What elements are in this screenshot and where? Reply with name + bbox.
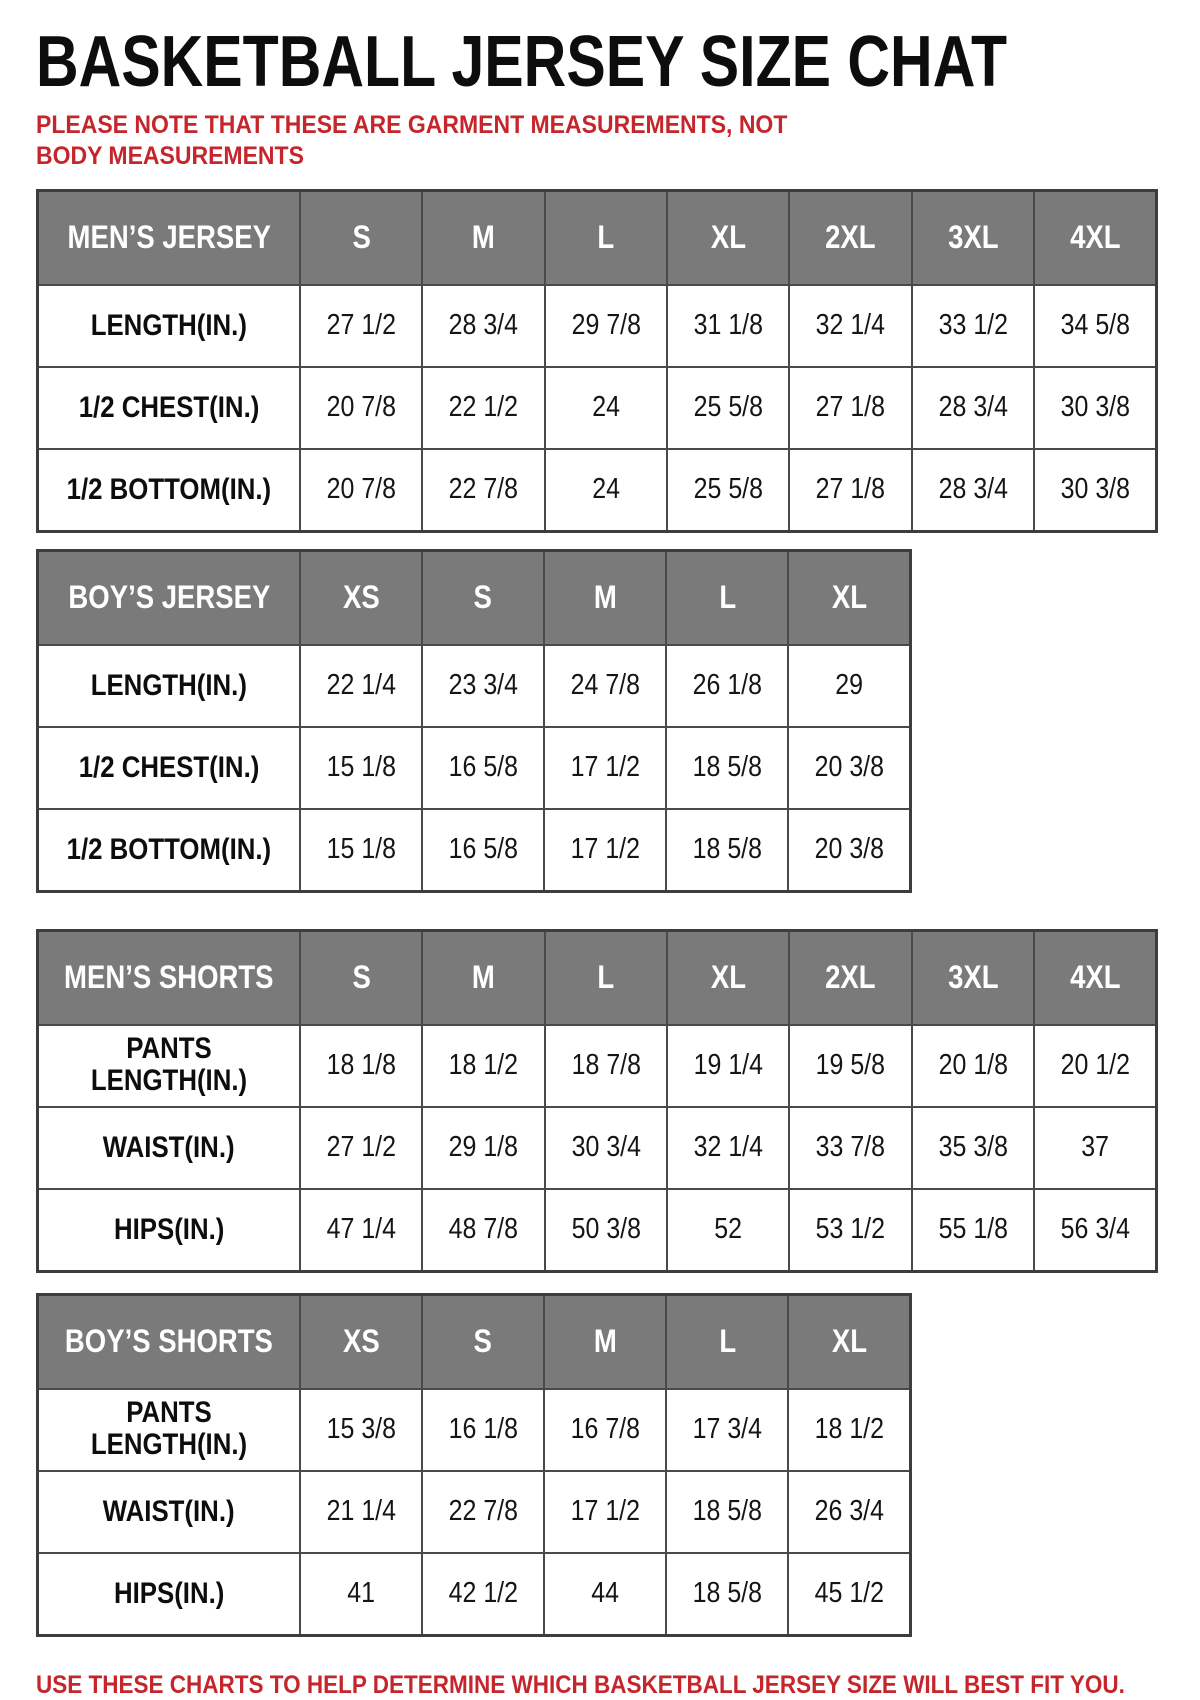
- size-table-boy-s-shorts: [36, 1293, 912, 1637]
- size-value: 32 1/4: [693, 1131, 763, 1163]
- table-row: [38, 1389, 911, 1471]
- size-value-cell: [789, 1107, 911, 1189]
- size-value: 53 1/2: [815, 1213, 886, 1245]
- size-column-header: [300, 190, 422, 285]
- size-value-cell: [1034, 449, 1156, 532]
- size-column-header: [1034, 190, 1156, 285]
- size-value: 15 1/8: [326, 751, 396, 783]
- size-value: 27 1/2: [326, 1131, 396, 1163]
- size-value: 34 5/8: [1060, 309, 1130, 341]
- size-column-header: [788, 1294, 910, 1389]
- row-label: HIPS(IN.): [113, 1212, 225, 1246]
- size-value: 25 5/8: [693, 473, 763, 505]
- size-value: 29: [835, 669, 864, 701]
- size-value: 42 1/2: [448, 1577, 518, 1609]
- size-value-cell: [422, 1389, 544, 1471]
- size-value-cell: [422, 809, 544, 892]
- measurement-note: PLEASE NOTE THAT THESE ARE GARMENT MEASUREMENTS, NOT BODY MEASUREMENTS: [36, 111, 788, 171]
- size-column-label: L: [597, 219, 615, 255]
- table-row: [38, 1025, 1157, 1107]
- size-value-cell: [667, 1025, 789, 1107]
- size-value-cell: [544, 1389, 666, 1471]
- header-row: [38, 1294, 911, 1389]
- size-column-header: [666, 1294, 788, 1389]
- row-label: 1/2 BOTTOM(IN.): [66, 472, 272, 506]
- size-column-header: [667, 930, 789, 1025]
- size-value-cell: [666, 1553, 788, 1636]
- size-value: 17 1/2: [570, 833, 640, 865]
- size-column-label: M: [593, 1323, 617, 1359]
- size-value: 24: [591, 473, 620, 505]
- size-value-cell: [788, 1389, 910, 1471]
- size-value: 30 3/4: [571, 1131, 641, 1163]
- size-value-cell: [788, 727, 910, 809]
- size-value-cell: [300, 645, 422, 727]
- size-column-header: [544, 550, 666, 645]
- table-row: [38, 1189, 1157, 1272]
- size-value-cell: [912, 1189, 1034, 1272]
- size-value-cell: [545, 1107, 667, 1189]
- size-value: 37: [1081, 1131, 1109, 1163]
- size-column-header: [300, 550, 422, 645]
- row-label-cell: [38, 1107, 301, 1189]
- row-label-cell: [38, 1553, 301, 1636]
- size-value: 30 3/8: [1060, 473, 1130, 505]
- size-value-cell: [789, 285, 911, 367]
- size-value-cell: [544, 727, 666, 809]
- size-value-cell: [544, 1553, 666, 1636]
- size-value-cell: [300, 285, 422, 367]
- table-title-cell: [38, 930, 301, 1025]
- size-value-cell: [544, 809, 666, 892]
- size-value-cell: [666, 809, 788, 892]
- size-column-header: [912, 930, 1034, 1025]
- size-value-cell: [912, 367, 1034, 449]
- size-column-header: [544, 1294, 666, 1389]
- size-value-cell: [912, 285, 1034, 367]
- size-column-header: [666, 550, 788, 645]
- size-column-label: S: [351, 219, 371, 255]
- size-value: 47 1/4: [326, 1213, 396, 1245]
- size-value-cell: [912, 1025, 1034, 1107]
- size-value-cell: [789, 1025, 911, 1107]
- size-value-cell: [300, 809, 422, 892]
- size-value: 18 5/8: [692, 833, 762, 865]
- size-value: 20 7/8: [326, 391, 396, 423]
- row-label: HIPS(IN.): [113, 1576, 225, 1610]
- size-value: 18 1/8: [326, 1049, 396, 1081]
- size-value-cell: [300, 727, 422, 809]
- size-value-cell: [300, 1553, 422, 1636]
- size-value-cell: [545, 367, 667, 449]
- size-value-cell: [667, 1107, 789, 1189]
- size-value: 24 7/8: [570, 669, 640, 701]
- size-value: 19 5/8: [815, 1049, 886, 1081]
- row-label: PANTS LENGTH(IN.): [90, 1032, 248, 1097]
- table-title: BOY’S SHORTS: [65, 1323, 273, 1359]
- size-value: 48 7/8: [448, 1213, 519, 1245]
- size-value-cell: [1034, 1189, 1156, 1272]
- size-column-label: XL: [710, 219, 746, 255]
- table-title-cell: [38, 550, 301, 645]
- fit-note: USE THESE CHARTS TO HELP DETERMINE WHICH BASKETBALL JERSEY SIZE WILL BEST FIT YOU.: [36, 1670, 1125, 1699]
- size-value: 27 1/8: [815, 473, 886, 505]
- size-column-header: [667, 190, 789, 285]
- header-row: [38, 550, 911, 645]
- size-table-boy-s-jersey: [36, 549, 912, 893]
- size-value: 27 1/8: [815, 391, 886, 423]
- size-column-header: [545, 190, 667, 285]
- size-value: 20 1/8: [938, 1049, 1008, 1081]
- size-column-label: S: [351, 959, 371, 995]
- size-column-label: XS: [342, 1323, 380, 1359]
- table-row: [38, 727, 911, 809]
- size-column-header: [545, 930, 667, 1025]
- row-label-cell: [38, 1189, 301, 1272]
- row-label: 1/2 CHEST(IN.): [78, 390, 260, 424]
- size-value: 28 3/4: [938, 391, 1008, 423]
- size-value-cell: [666, 1389, 788, 1471]
- size-value: 22 7/8: [448, 1495, 518, 1527]
- size-value-cell: [789, 1189, 911, 1272]
- size-value: 31 1/8: [693, 309, 763, 341]
- page-title: BASKETBALL JERSEY SIZE CHAT: [36, 22, 1008, 102]
- size-value: 17 1/2: [570, 1495, 640, 1527]
- size-value-cell: [300, 449, 422, 532]
- size-value-cell: [422, 285, 544, 367]
- size-value-cell: [912, 449, 1034, 532]
- size-value: 22 1/2: [448, 391, 519, 423]
- size-value-cell: [422, 645, 544, 727]
- size-value: 28 3/4: [938, 473, 1008, 505]
- size-value: 18 5/8: [692, 1577, 762, 1609]
- size-value: 56 3/4: [1060, 1213, 1130, 1245]
- row-label-cell: [38, 645, 301, 727]
- table-row: [38, 1553, 911, 1636]
- row-label-cell: [38, 727, 301, 809]
- size-column-label: M: [593, 579, 617, 615]
- size-value: 19 1/4: [693, 1049, 763, 1081]
- size-value-cell: [912, 1107, 1034, 1189]
- table-row: [38, 1471, 911, 1553]
- size-value: 16 5/8: [448, 833, 518, 865]
- size-column-label: 4XL: [1069, 959, 1121, 995]
- size-column-header: [789, 190, 911, 285]
- size-value-cell: [422, 727, 544, 809]
- table-title: MEN’S JERSEY: [67, 219, 271, 255]
- size-column-label: M: [472, 959, 495, 995]
- size-value-cell: [422, 1189, 544, 1272]
- size-value-cell: [667, 367, 789, 449]
- table-row: [38, 809, 911, 892]
- header-row: [38, 190, 1157, 285]
- size-value-cell: [544, 1471, 666, 1553]
- size-column-label: XL: [831, 579, 867, 615]
- size-column-label: 4XL: [1069, 219, 1121, 255]
- table-row: [38, 1107, 1157, 1189]
- size-column-header: [788, 550, 910, 645]
- table-title: MEN’S SHORTS: [64, 959, 274, 995]
- row-label: LENGTH(IN.): [90, 668, 248, 702]
- size-value-cell: [666, 645, 788, 727]
- size-value: 55 1/8: [938, 1213, 1008, 1245]
- row-label: 1/2 CHEST(IN.): [78, 750, 260, 784]
- size-value: 28 3/4: [448, 309, 519, 341]
- size-value: 35 3/8: [938, 1131, 1008, 1163]
- row-label-cell: [38, 367, 301, 449]
- size-column-label: L: [718, 1323, 736, 1359]
- size-value: 18 5/8: [692, 1495, 762, 1527]
- size-value: 32 1/4: [815, 309, 886, 341]
- size-value-cell: [300, 1389, 422, 1471]
- size-value: 16 5/8: [448, 751, 518, 783]
- size-value: 50 3/8: [571, 1213, 641, 1245]
- size-value-cell: [422, 367, 544, 449]
- size-value: 20 3/8: [814, 833, 884, 865]
- size-value: 25 5/8: [693, 391, 763, 423]
- size-value-cell: [666, 727, 788, 809]
- size-value-cell: [422, 449, 544, 532]
- size-value: 22 7/8: [448, 473, 519, 505]
- size-value: 23 3/4: [448, 669, 518, 701]
- size-value-cell: [1034, 285, 1156, 367]
- size-value-cell: [666, 1471, 788, 1553]
- row-label: WAIST(IN.): [103, 1494, 235, 1528]
- size-value: 29 1/8: [448, 1131, 519, 1163]
- row-label-cell: [38, 809, 301, 892]
- size-value: 18 7/8: [571, 1049, 641, 1081]
- size-value-cell: [788, 645, 910, 727]
- size-value-cell: [789, 449, 911, 532]
- size-value-cell: [300, 1025, 422, 1107]
- size-value: 17 1/2: [570, 751, 640, 783]
- size-column-label: L: [597, 959, 615, 995]
- size-value: 16 7/8: [570, 1413, 640, 1445]
- size-value: 20 7/8: [326, 473, 396, 505]
- table-title: BOY’S JERSEY: [68, 579, 270, 615]
- size-value-cell: [789, 367, 911, 449]
- size-value-cell: [1034, 1107, 1156, 1189]
- size-column-header: [422, 930, 544, 1025]
- row-label: WAIST(IN.): [103, 1130, 235, 1164]
- size-value-cell: [422, 1025, 544, 1107]
- size-value: 26 1/8: [692, 669, 762, 701]
- size-value: 15 3/8: [326, 1413, 396, 1445]
- size-value-cell: [300, 1189, 422, 1272]
- row-label-cell: [38, 449, 301, 532]
- size-column-header: [789, 930, 911, 1025]
- row-label-cell: [38, 1471, 301, 1553]
- size-column-label: XL: [710, 959, 746, 995]
- size-value: 21 1/4: [326, 1495, 396, 1527]
- size-value-cell: [788, 1471, 910, 1553]
- size-value: 44: [591, 1577, 620, 1609]
- size-column-label: 3XL: [947, 959, 999, 995]
- size-value: 33 7/8: [815, 1131, 886, 1163]
- size-value-cell: [545, 1025, 667, 1107]
- size-column-label: 2XL: [825, 959, 876, 995]
- size-value: 52: [714, 1213, 743, 1245]
- size-column-label: 3XL: [947, 219, 999, 255]
- size-value-cell: [544, 645, 666, 727]
- size-value: 26 3/4: [814, 1495, 884, 1527]
- size-value-cell: [422, 1471, 544, 1553]
- size-value-cell: [667, 285, 789, 367]
- size-column-header: [422, 550, 544, 645]
- size-column-label: L: [718, 579, 736, 615]
- size-value: 15 1/8: [326, 833, 396, 865]
- size-value-cell: [788, 809, 910, 892]
- size-value: 22 1/4: [326, 669, 396, 701]
- size-value-cell: [422, 1553, 544, 1636]
- size-value: 29 7/8: [571, 309, 641, 341]
- row-label: LENGTH(IN.): [90, 308, 248, 342]
- size-column-label: XS: [342, 579, 380, 615]
- size-column-header: [422, 190, 544, 285]
- size-value: 16 1/8: [448, 1413, 518, 1445]
- size-value: 41: [347, 1577, 375, 1609]
- table-row: [38, 367, 1157, 449]
- size-column-header: [422, 1294, 544, 1389]
- row-label: PANTS LENGTH(IN.): [90, 1396, 248, 1461]
- size-value-cell: [300, 367, 422, 449]
- size-value: 18 5/8: [692, 751, 762, 783]
- size-value: 17 3/4: [692, 1413, 762, 1445]
- size-value: 18 1/2: [448, 1049, 519, 1081]
- size-value: 33 1/2: [938, 309, 1008, 341]
- size-value-cell: [300, 1107, 422, 1189]
- size-value: 18 1/2: [814, 1413, 884, 1445]
- tables-area: [36, 189, 1200, 1637]
- row-label: 1/2 BOTTOM(IN.): [66, 832, 272, 866]
- size-value-cell: [545, 449, 667, 532]
- size-value-cell: [667, 449, 789, 532]
- row-label-cell: [38, 1025, 301, 1107]
- size-value: 20 3/8: [814, 751, 884, 783]
- size-value: 30 3/8: [1060, 391, 1130, 423]
- size-column-header: [300, 930, 422, 1025]
- table-title-cell: [38, 190, 301, 285]
- size-value: 45 1/2: [814, 1577, 884, 1609]
- size-column-header: [912, 190, 1034, 285]
- size-value: 27 1/2: [326, 309, 396, 341]
- size-column-label: S: [473, 579, 493, 615]
- size-table-men-s-shorts: [36, 929, 1158, 1273]
- size-table-men-s-jersey: [36, 189, 1158, 533]
- size-value-cell: [1034, 1025, 1156, 1107]
- size-value-cell: [422, 1107, 544, 1189]
- row-label-cell: [38, 285, 301, 367]
- table-row: [38, 449, 1157, 532]
- size-value-cell: [788, 1553, 910, 1636]
- size-value: 24: [591, 391, 620, 423]
- table-row: [38, 285, 1157, 367]
- size-column-label: XL: [831, 1323, 867, 1359]
- size-column-label: M: [472, 219, 495, 255]
- header-row: [38, 930, 1157, 1025]
- size-value: 20 1/2: [1060, 1049, 1130, 1081]
- size-column-label: S: [473, 1323, 493, 1359]
- size-column-header: [1034, 930, 1156, 1025]
- size-value-cell: [300, 1471, 422, 1553]
- size-value-cell: [667, 1189, 789, 1272]
- row-label-cell: [38, 1389, 301, 1471]
- size-value-cell: [545, 1189, 667, 1272]
- table-title-cell: [38, 1294, 301, 1389]
- size-column-header: [300, 1294, 422, 1389]
- size-value-cell: [545, 285, 667, 367]
- table-row: [38, 645, 911, 727]
- size-value-cell: [1034, 367, 1156, 449]
- size-column-label: 2XL: [825, 219, 876, 255]
